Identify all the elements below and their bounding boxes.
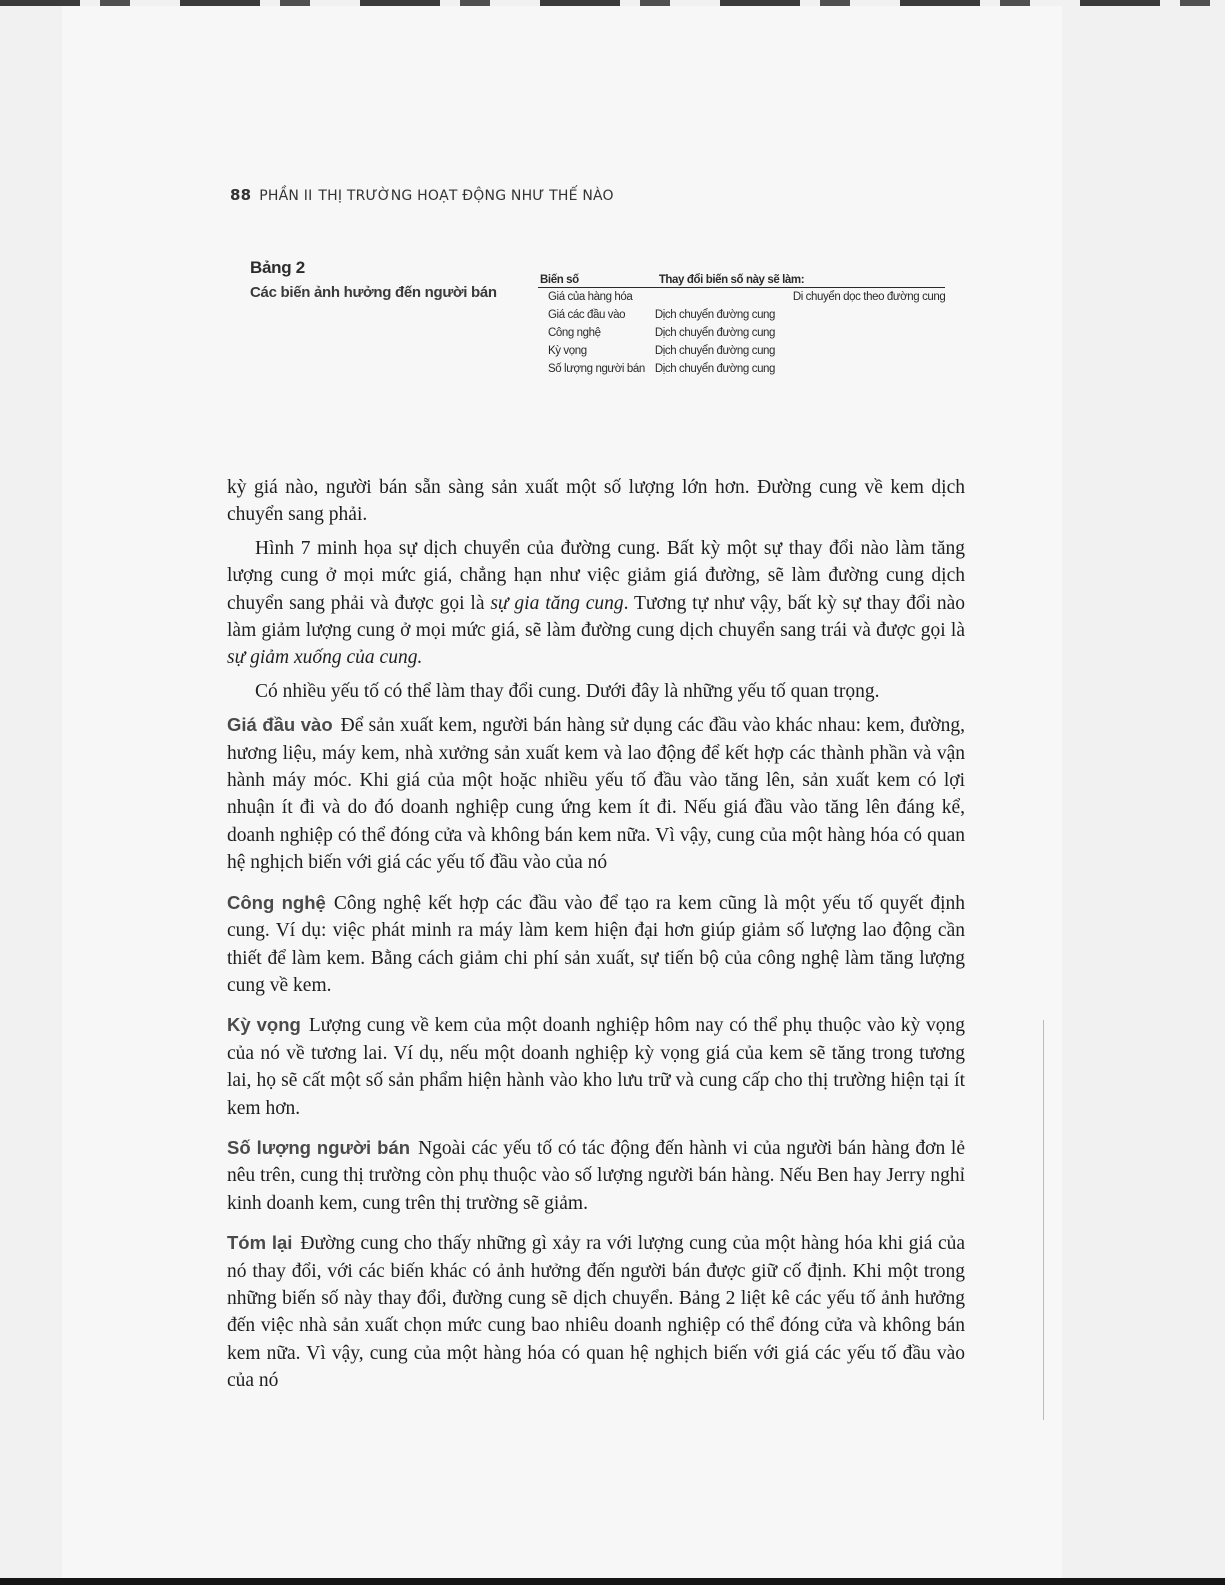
table-row — [538, 360, 945, 378]
term-supply-increase: sự gia tăng cung — [490, 592, 624, 614]
paragraph-text: Hình 7 minh họa sự dịch chuyển của đường cung. Bất kỳ một sự thay đổi nào làm tăng lượng cung ở mọi mức giá, chẳng hạn như việc giảm giá đường, sẽ làm đường cung dịch chuyển sang phải và được gọi là — [227, 537, 965, 614]
table-row — [538, 288, 945, 307]
paragraph-text: . Tương tự như vậy, bất kỳ sự thay đổi nào làm giảm lượng cung ở mọi mức giá, sẽ làm đường cung dịch chuyển sang trái và được gọi là — [227, 592, 966, 642]
effect-cell: Dịch chuyển đường cung — [654, 309, 776, 321]
paragraph — [227, 535, 965, 672]
section-heading: Số lượng người bán — [227, 1136, 411, 1158]
body-text — [227, 474, 965, 1395]
margin-mark — [1043, 1020, 1044, 1420]
table-row — [538, 324, 945, 342]
table-caption — [250, 258, 497, 301]
variable-cell: Giá các đầu vào — [548, 309, 626, 321]
section-text: Để sản xuất kem, người bán hàng sử dụng các đầu vào khác nhau: kem, đường, hương liệu, máy kem, nhà xưởng sản xuất kem và lao động để kết hợp các thành phần và vận hành máy móc. Khi giá của một hoặc nhiều yếu tố đầu vào tăng lên, sản xuất kem có lợi nhuận ít đi và do đó doanh nghiệp cung ứng kem ít đi. Nếu giá đầu vào tăng lên đáng kể, doanh nghiệp có thể đóng cửa và không bán kem nữa. Vì vậy, cung của một hàng hóa có quan hệ nghịch biến với giá các yếu tố đầu vào của nó — [227, 715, 965, 874]
column-header-effect: Thay đổi biến số này sẽ làm: — [645, 274, 946, 288]
effect-cell: Di chuyển dọc theo đường cung — [792, 291, 946, 303]
section-input-prices — [227, 711, 965, 876]
variable-cell: Số lượng người bán — [548, 363, 645, 375]
effect-cell: Dịch chuyển đường cung — [654, 345, 776, 357]
paragraph: Có nhiều yếu tố có thể làm thay đổi cung. Dưới đây là những yếu tố quan trọng. — [255, 680, 880, 702]
variable-cell: Kỳ vọng — [548, 345, 587, 357]
scan-edge-bottom — [0, 1578, 1225, 1585]
section-text: Công nghệ kết hợp các đầu vào để tạo ra kem cũng là một yếu tố quyết định cung. Ví dụ: việc phát minh ra máy làm kem hiện đại hơn giúp giảm số lượng lao động cần thiết để làm kem. Bằng cách giảm chi phí sản xuất, sự tiến bộ của công nghệ làm tăng lượng cung về kem. — [227, 892, 965, 996]
variable-cell: Công nghệ — [548, 327, 601, 339]
section-heading: Kỳ vọng — [227, 1014, 301, 1036]
section-summary — [227, 1229, 965, 1394]
page-number: 88 — [230, 186, 252, 204]
effect-cell: Dịch chuyển đường cung — [654, 327, 776, 339]
part-label: PHẦN II — [259, 188, 313, 204]
variables-table — [538, 274, 945, 378]
section-text: Ngoài các yếu tố có tác động đến hành vi của người bán hàng đơn lẻ nêu trên, cung thị trường còn phụ thuộc vào số lượng người bán hàng. Nếu Ben hay Jerry nghỉ kinh doanh kem, cung trên thị trường sẽ giảm. — [227, 1137, 966, 1214]
term-supply-decrease: sự giảm xuống của cung. — [227, 647, 423, 669]
chapter-title: THỊ TRƯỜNG HOẠT ĐỘNG NHƯ THẾ NÀO — [318, 188, 614, 204]
section-technology — [227, 889, 965, 1000]
table-row — [538, 306, 945, 324]
variable-cell: Giá của hàng hóa — [548, 291, 633, 303]
section-text: Đường cung cho thấy những gì xảy ra với lượng cung của một hàng hóa khi giá của nó thay đổi, với các biến khác có ảnh hưởng đến người bán được giữ cố định. Khi một trong những biến số này thay đổi, đường cung sẽ dịch chuyển. Bảng 2 liệt kê các yếu tố ảnh hưởng đến việc nhà sản xuất chọn mức cung bao nhiêu doanh nghiệp có thể đóng cửa và không bán kem nữa. Vì vậy, cung của một hàng hóa có quan hệ nghịch biến với giá các yếu tố đầu vào của nó — [227, 1233, 965, 1392]
section-number-of-sellers — [227, 1134, 965, 1217]
table-number: Bảng 2 — [250, 258, 305, 277]
table-row — [538, 342, 945, 360]
table-header-row — [538, 274, 945, 288]
section-text: Lượng cung về kem của một doanh nghiệp hôm nay có thể phụ thuộc vào kỳ vọng của nó về tương lai. Ví dụ, nếu một doanh nghiệp kỳ vọng giá của kem sẽ tăng trong tương lai, họ sẽ cất một số sản phẩm hiện hành vào kho lưu trữ và cung cấp cho thị trường hiện tại ít kem hơn. — [227, 1015, 966, 1119]
paragraph: kỳ giá nào, người bán sẵn sàng sản xuất một số lượng lớn hơn. Đường cung về kem dịch chuyển sang phải. — [227, 477, 965, 526]
section-heading: Tóm lại — [227, 1232, 293, 1254]
effect-cell: Dịch chuyển đường cung — [654, 363, 776, 375]
running-head — [230, 186, 614, 204]
table-title: Các biến ảnh hưởng đến người bán — [250, 284, 497, 301]
column-header-variable: Biến số — [538, 274, 645, 288]
section-expectations — [227, 1011, 965, 1122]
section-heading: Công nghệ — [227, 891, 326, 913]
section-heading: Giá đầu vào — [227, 714, 333, 736]
